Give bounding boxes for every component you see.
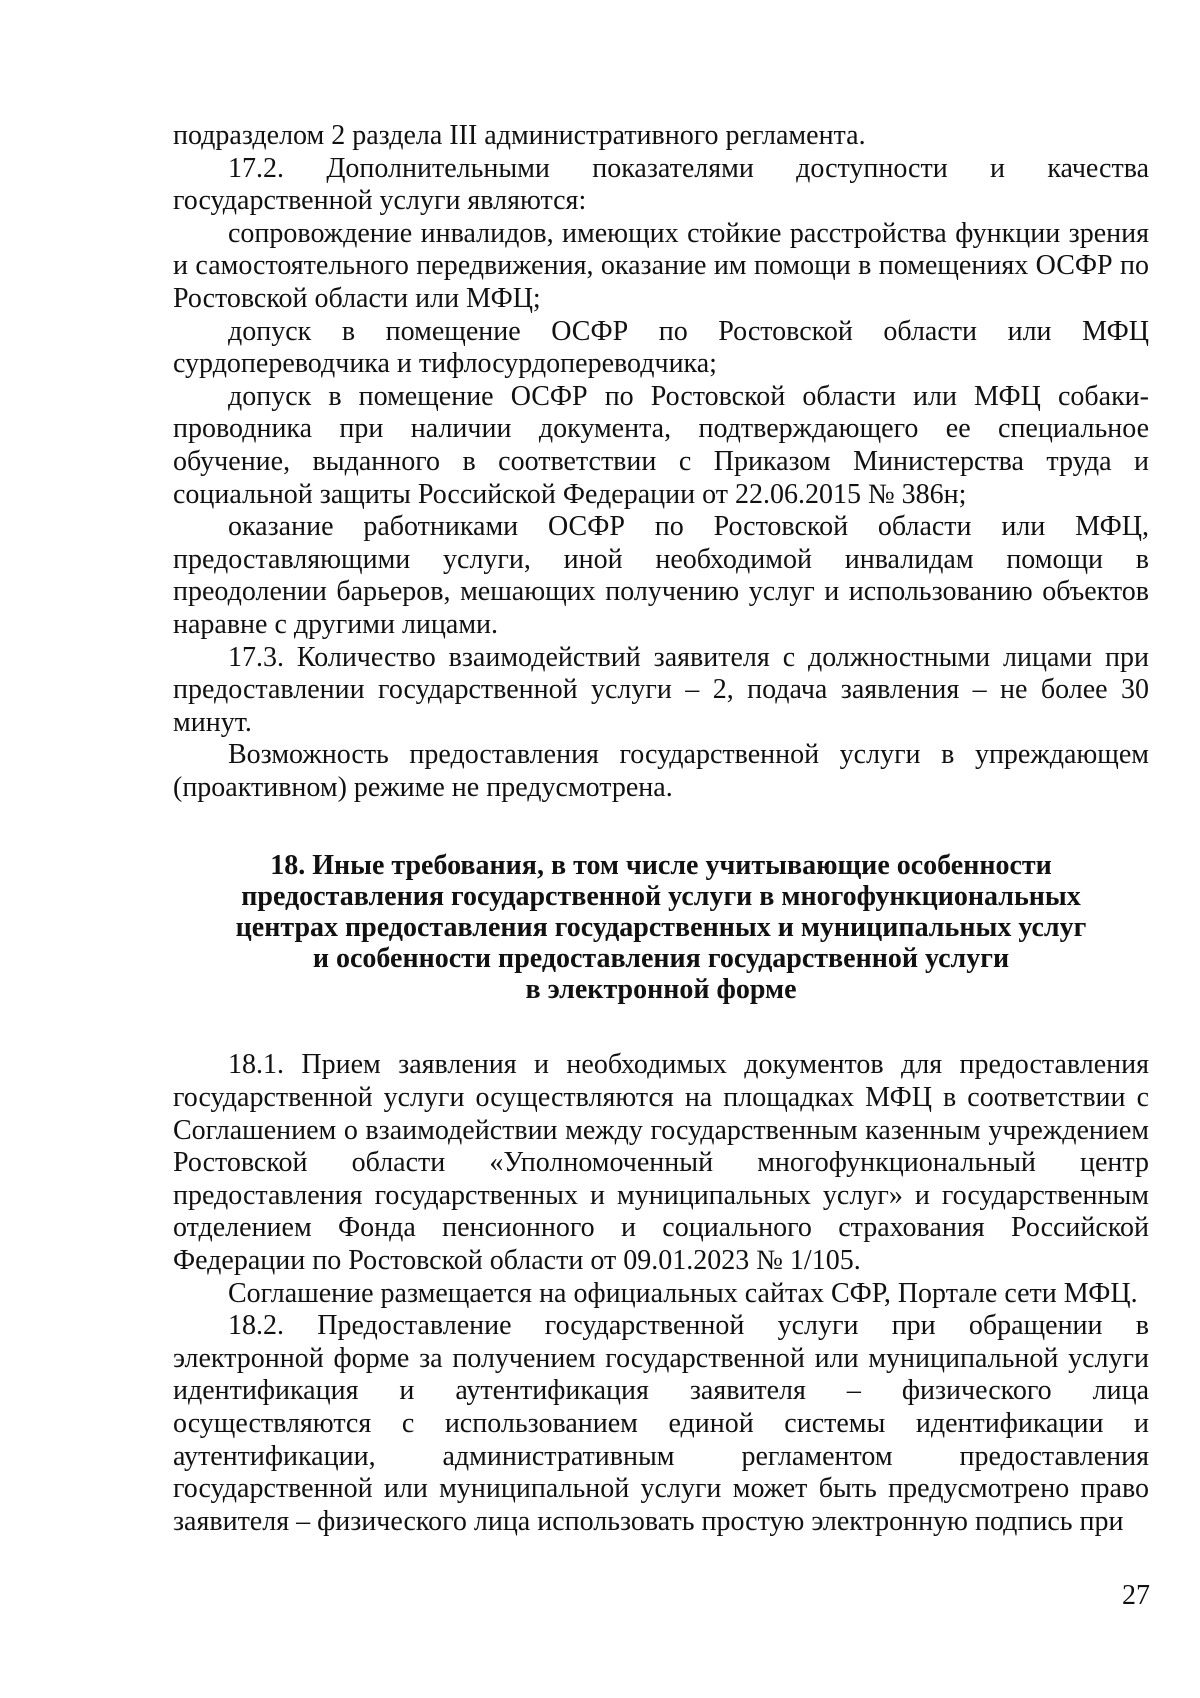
paragraph: 18.1. Прием заявления и необходимых документов для предоставления государственной услуги осуществляются на площадках МФЦ в соответствии с Соглашением о взаимодействии между государственным казенным учреждением Ростовской области «Уполномоченный многофункциональный центр предоставления государственных и муниципальных услуг» и государственным отделением Фонда пенсионного и социального страхования Российской Федерации по Ростовской области от 09.01.2023 № 1/105. bbox=[173, 1049, 1149, 1277]
paragraph: допуск в помещение ОСФР по Ростовской области или МФЦ собаки-проводника при наличии документа, подтверждающего ее специальное обучение, выданного в соответствии с Приказом Министерства труда и социальной защиты Российской Федерации от 22.06.2015 № 386н; bbox=[173, 380, 1149, 510]
section-heading bbox=[173, 850, 1149, 1005]
paragraph: подразделом 2 раздела III административного регламента. bbox=[173, 120, 866, 151]
paragraph: Соглашение размещается на официальных сайтах СФР, Портале сети МФЦ. bbox=[228, 1277, 1138, 1309]
heading-line: предоставления государственной услуги в многофункциональных bbox=[241, 881, 1081, 913]
heading-line: и особенности предоставления государственной услуги bbox=[312, 943, 1010, 975]
page-number: 27 bbox=[1122, 1580, 1150, 1611]
paragraph: 18.2. Предоставление государственной услуги при обращении в электронной форме за получением государственной или муниципальной услуги идентификация и аутентификация заявителя – физического лица осуществляются с использованием единой системы идентификации и аутентификации, административным регламентом предоставления государственной или муниципальной услуги может быть предусмотрено право заявителя – физического лица использовать простую электронную подпись при bbox=[173, 1310, 1149, 1537]
document-body bbox=[173, 120, 1149, 1538]
paragraph: сопровождение инвалидов, имеющих стойкие расстройства функции зрения и самостоятельного передвижения, оказание им помощи в помещениях ОСФР по Ростовской области или МФЦ; bbox=[173, 217, 1149, 314]
heading-line: 18. Иные требования, в том числе учитывающие особенности bbox=[270, 850, 1052, 882]
paragraph: допуск в помещение ОСФР по Ростовской области или МФЦ сурдопереводчика и тифлосурдопереводчика; bbox=[173, 315, 1149, 380]
paragraph: оказание работниками ОСФР по Ростовской области или МФЦ, предоставляющими услуги, иной необходимой инвалидам помощи в преодолении барьеров, мешающих получению услуг и использованию объектов наравне с другими лицами. bbox=[173, 511, 1149, 640]
paragraph: 17.2. Дополнительными показателями доступности и качества государственной услуги являются: bbox=[173, 152, 1149, 217]
heading-line: в электронной форме bbox=[525, 974, 797, 1006]
heading-line: центрах предоставления государственных и муниципальных услуг bbox=[235, 912, 1087, 944]
paragraph: 17.3. Количество взаимодействий заявителя с должностными лицами при предоставлении государственной услуги – 2, подача заявления – не более 30 минут. bbox=[173, 641, 1149, 738]
paragraph: Возможность предоставления государственной услуги в упреждающем (проактивном) режиме не предусмотрена. bbox=[173, 739, 1149, 803]
